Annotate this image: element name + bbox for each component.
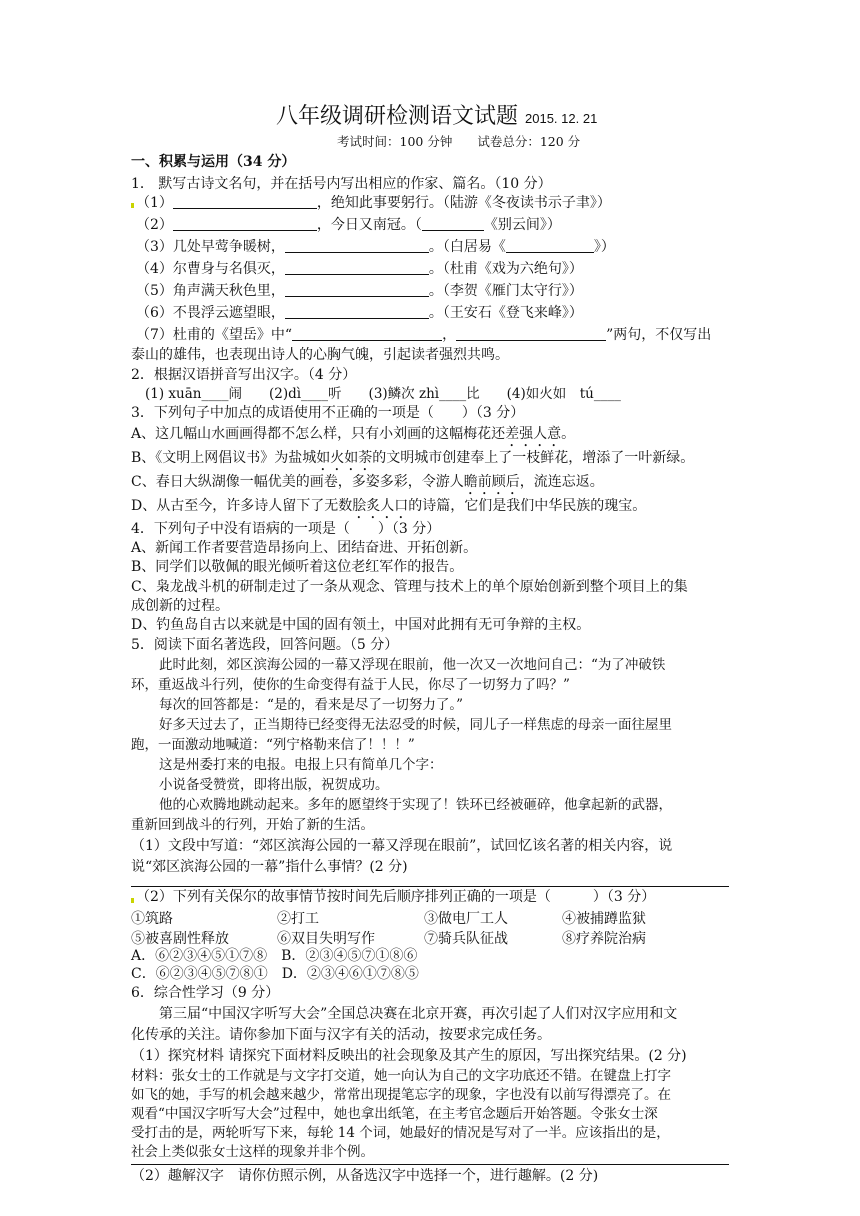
q3-c-end: ，流连忘返。 (519, 474, 604, 490)
q3-a-idiom: 差强人意 (505, 426, 562, 442)
q5-sub1: （1）文段中写道：“郊区滨海公园的一幕又浮现在眼前”，试回忆该名著的相关内容，说 (131, 838, 673, 854)
q5-sub2: （2）下列有关保尔的故事情节按时间先后顺序排列正确的一项是（ ）（3 分） (136, 889, 656, 905)
q1-line7 (136, 326, 711, 344)
q4-option-c: C、枭龙战斗机的研制走过了一条从观念、管理与技术上的单个原始创新到整个项目上的集 (131, 579, 688, 595)
q1-line7-comma: ， (442, 327, 457, 343)
q3-option-d (131, 498, 646, 522)
excerpt-paragraph-cont: 重新回到战斗的行列，开始了新的生活。 (131, 817, 374, 833)
q4-option-d: D、钓鱼岛自古以来就是中国的固有领土，中国对此拥有无可争辩的主权。 (131, 617, 591, 633)
answer-blank[interactable] (285, 282, 429, 297)
material-text: 受打击的是，两轮听写下来，每轮 14 个词，她最好的情况是写对了一半。应该指出的是， (131, 1125, 670, 1141)
q1-line2-text: ，今日又南冠。（ (316, 217, 422, 233)
material-text: 社会上类似张女士这样的现象并非个例。 (131, 1144, 374, 1160)
excerpt-paragraph: 他的心欢腾地跳动起来。多年的愿望终于实现了！铁环已经被砸碎，他拿起新的武器， (159, 797, 672, 813)
q6-intro-cont: 化传承的关注。请你参加下面与汉字有关的活动，按要求完成任务。 (131, 1027, 551, 1043)
q1-line4-tail: 。（杜甫《戏为六绝句》） (428, 261, 583, 277)
q4-option-c-cont: 成创新的过程。 (131, 598, 229, 614)
section-heading: 一、积累与运用（34 分） (131, 154, 296, 170)
q6-sub2: （2）趣解汉字 请你仿照示例，从备选汉字中选择一个，进行趣解。(2 分) (131, 1168, 599, 1184)
q1-line7-text: （7）杜甫的《望岳》中“ (136, 327, 293, 343)
page-title (276, 104, 597, 130)
q3-d-end: 的诗篇，它们是我们中华民族的瑰宝。 (408, 498, 647, 514)
plot-option: ⑧疗养院治病 (562, 931, 646, 947)
q1-line6-text: （6）不畏浮云遮望眼， (136, 305, 285, 321)
q3-stem: 3．下列句子中加点的成语使用不正确的一项是（ ）（3 分） (131, 405, 525, 421)
material-text: 观看“中国汉字听写大会”过程中，她也拿出纸笔，在主考官念题后开始答题。令张女士深 (131, 1106, 658, 1122)
q1-line6-tail: 。（王安石《登飞来峰》） (428, 305, 583, 321)
q1-line2-tail: 《别云间》） (483, 217, 561, 233)
q5-stem: 5．阅读下面名著选段，回答问题。（5 分） (131, 637, 399, 653)
answer-blank[interactable] (422, 216, 484, 231)
q3-a-text: A、这几幅山水画画得都不怎么样，只有小刘画的这幅梅花还 (131, 426, 506, 442)
q1-line7-cont: 泰山的雄伟，也表现出诗人的心胸气魄，引起读者强烈共鸣。 (131, 347, 509, 363)
q6-intro: 第三届“中国汉字听写大会”全国总决赛在北京开赛，再次引起了人们对汉字应用和文 (159, 1006, 678, 1022)
answer-choices-ab: A．⑥②③④⑤①⑦⑧ B．②③④⑤⑦①⑧⑥ (131, 948, 418, 964)
plot-option: ④被捕蹲监狱 (562, 911, 646, 927)
q1-line6 (136, 304, 583, 322)
answer-choices-cd: C．⑥②③④⑤⑦⑧① D．②③④⑥①⑦⑧⑤ (131, 966, 419, 982)
q1-line2-num: （2） (136, 217, 173, 233)
q1-line3-tail: 》） (593, 239, 615, 255)
answer-blank[interactable] (285, 238, 429, 253)
q1-line5-tail: 。（李贺《雁门太守行》） (428, 283, 583, 299)
q3-option-b (131, 450, 694, 474)
q1-line1 (136, 194, 611, 212)
plot-option: ①筑路 (131, 911, 173, 927)
q3-c-text: C、春日大纵湖像一幅优美的画卷，多姿多彩，令游人 (131, 474, 464, 490)
q5-sub1-cont: 说“郊区滨海公园的一幕”指什么事情？(2 分) (131, 859, 408, 875)
answer-line[interactable] (131, 886, 729, 887)
margin-mark (131, 898, 134, 903)
q3-option-c (131, 474, 604, 498)
q1-line5 (136, 282, 583, 300)
answer-blank[interactable] (285, 304, 429, 319)
title-text: 八年级调研检测语文试题 (276, 104, 519, 129)
answer-blank[interactable] (285, 260, 429, 275)
answer-blank[interactable] (173, 216, 317, 231)
material-text: 材料：张女士的工作就是与文字打交道，她一向认为自己的文字功底还不错。在键盘上打字 (131, 1068, 671, 1084)
excerpt-paragraph: 每次的回答都是：“是的，看来是尽了一切努力了。” (159, 697, 464, 713)
material-text: 如飞的她，手写的机会越来越少，常常出现提笔忘字的现象，字也没有以前写得漂亮了。在 (131, 1087, 671, 1103)
q1-line1-num: （1） (136, 195, 173, 211)
margin-mark (131, 203, 134, 208)
answer-blank[interactable] (173, 194, 317, 209)
q1-line2 (136, 216, 561, 234)
q3-d-text: D、从古至今，许多诗人留下了无数 (131, 498, 353, 514)
exam-info: 考试时间：100 分钟 试卷总分：120 分 (337, 134, 581, 149)
plot-option: ③做电厂工人 (424, 911, 508, 927)
q3-b-text: B、《文明上网倡议书》为盐城 (131, 450, 317, 466)
q3-option-a (131, 426, 575, 450)
q4-option-a: A、新闻工作者要营造昂扬向上、团结奋进、开拓创新。 (131, 540, 478, 556)
answer-blank[interactable] (456, 326, 606, 341)
q3-b-idiom: 如火如荼 (316, 450, 373, 466)
excerpt-paragraph: 此时此刻，郊区滨海公园的一幕又浮现在眼前，他一次又一次地问自己：“为了冲破铁 (159, 657, 666, 673)
q4-option-b: B、同学们以敬佩的眼光倾听着这位老红军作的报告。 (131, 559, 464, 575)
q1-line3 (136, 238, 615, 256)
plot-option: ⑦骑兵队征战 (424, 931, 508, 947)
q1-line5-text: （5）角声满天秋色里， (136, 283, 285, 299)
plot-option: ②打工 (277, 911, 319, 927)
q3-b-end: 的文明城市创建奉上了一枝鲜花，增添了一叶新绿。 (372, 450, 695, 466)
answer-blank[interactable] (292, 326, 442, 341)
q1-line3-mid: 。（白居易《 (428, 239, 506, 255)
q1-line3-text: （3）几处早莺争暖树， (136, 239, 285, 255)
q3-d-idiom: 脍炙人口 (352, 498, 409, 514)
answer-blank[interactable] (506, 238, 594, 253)
exam-date: 2015. 12. 21 (525, 111, 598, 126)
q6-sub1: （1）探究材料 请探究下面材料反映出的社会现象及其产生的原因，写出探究结果。(2 分) (131, 1048, 687, 1064)
plot-option: ⑥双目失明写作 (277, 931, 375, 947)
q1-stem: 1． 默写古诗文名句，并在括号内写出相应的作家、篇名。（10 分） (131, 176, 552, 192)
q3-c-idiom: 瞻前顾后 (463, 474, 520, 490)
plot-option: ⑤被喜剧性释放 (131, 931, 229, 947)
excerpt-paragraph: 这是州委打来的电报。电报上只有简单几个字： (159, 757, 443, 773)
q2-items: (1) xuān____闹 (2)dì____听 (3)鳞次 zhì____比 (4)如火如 tú____ (145, 386, 621, 402)
q1-line1-text: ，绝知此事要躬行。（陆游《冬夜读书示子聿》） (316, 195, 611, 211)
q1-line4-text: （4）尔曹身与名俱灭， (136, 261, 285, 277)
q6-stem: 6．综合性学习（9 分） (131, 985, 280, 1001)
q1-line7-tail: ”两句，不仅写出 (606, 327, 712, 343)
excerpt-paragraph-cont: 跑，一面激动地喊道：“列宁格勒来信了！！！” (131, 737, 415, 753)
excerpt-paragraph: 小说备受赞赏，即将出版，祝贺成功。 (159, 777, 389, 793)
q2-stem: 2．根据汉语拼音写出汉字。（4 分） (131, 367, 357, 383)
excerpt-paragraph-cont: 环，重返战斗行列，使你的生命变得有益于人民，你尽了一切努力了吗？” (131, 677, 570, 693)
q1-line4 (136, 260, 583, 278)
excerpt-paragraph: 好多天过去了，正当期待已经变得无法忍受的时候，同儿子一样焦虑的母亲一面往屋里 (159, 717, 672, 733)
q3-a-end: 。 (561, 426, 576, 442)
answer-line[interactable] (131, 1164, 729, 1165)
q4-stem: 4．下列句子中没有语病的一项是（ ）（3 分） (131, 521, 441, 537)
